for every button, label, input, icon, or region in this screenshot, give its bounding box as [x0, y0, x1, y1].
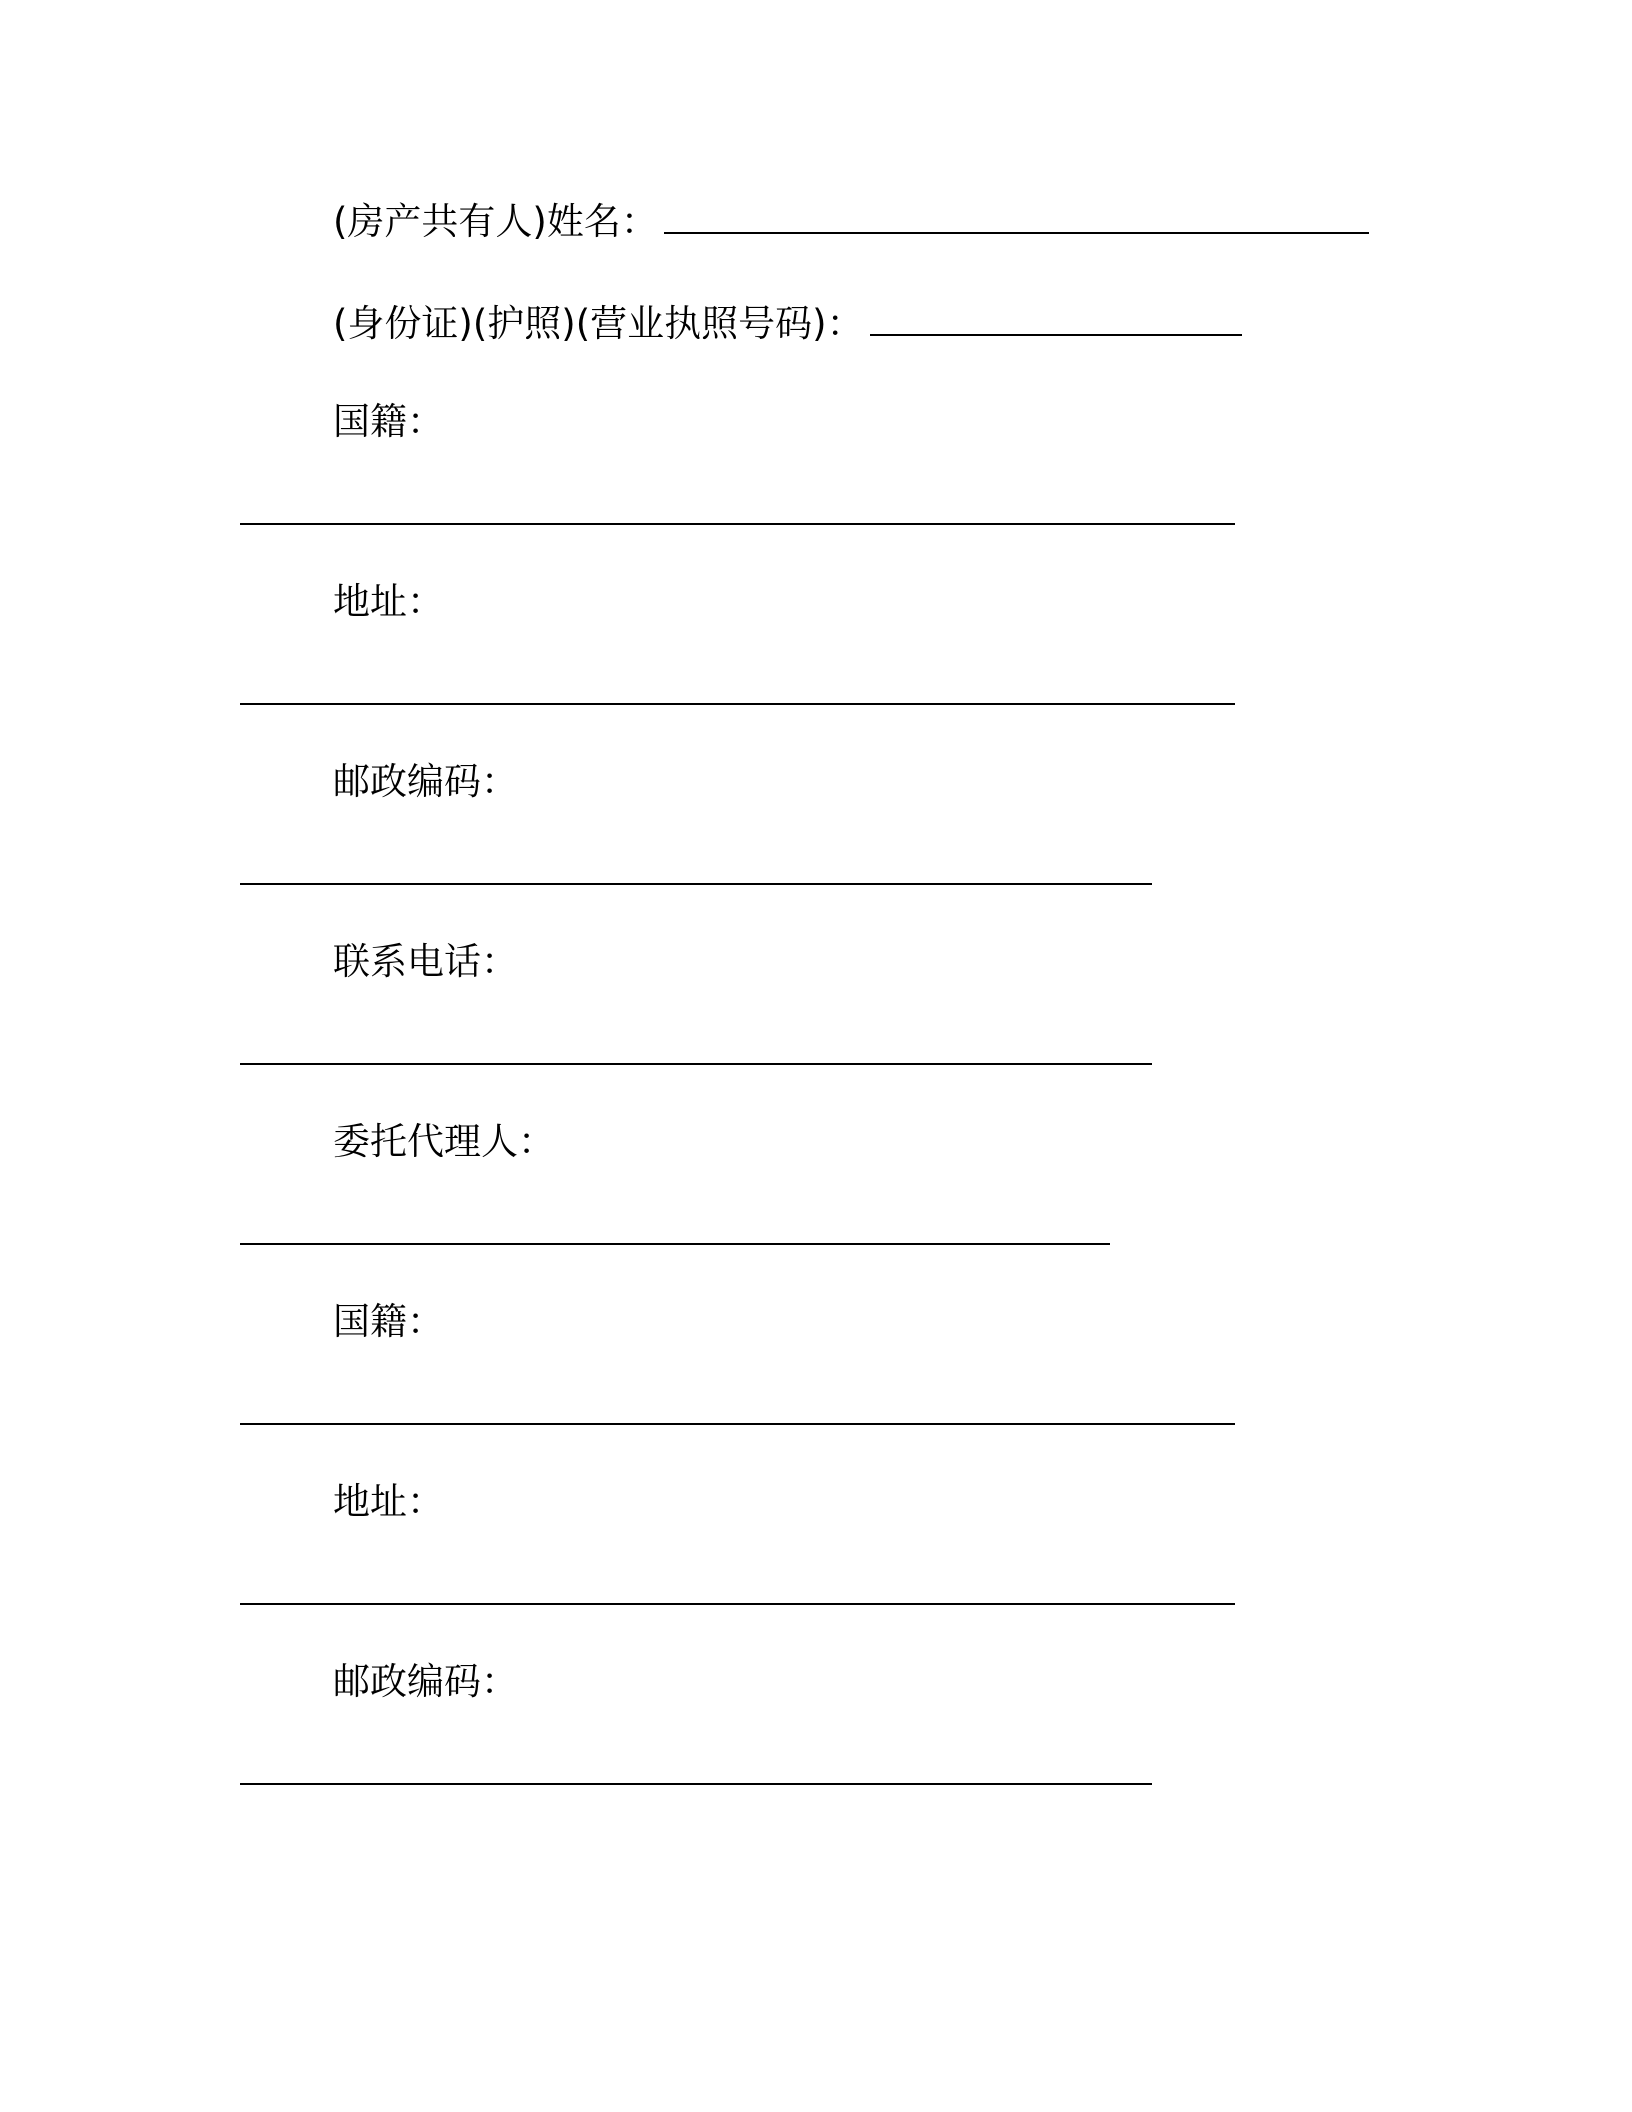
co-owner-name-row [333, 200, 1369, 244]
id-number-row [333, 302, 1242, 346]
address-blank-2[interactable] [240, 1603, 1235, 1605]
agent-label: 委托代理人： [333, 1120, 555, 1163]
postcode-label-1: 邮政编码： [333, 760, 518, 803]
id-number-blank[interactable] [870, 304, 1242, 336]
postcode-label-2: 邮政编码： [333, 1660, 518, 1703]
co-owner-name-label: (房产共有人)姓名： [333, 200, 658, 243]
address-label-2: 地址： [333, 1480, 444, 1523]
postcode-blank-1[interactable] [240, 883, 1152, 885]
nationality-label-1: 国籍： [333, 400, 444, 443]
agent-blank[interactable] [240, 1243, 1110, 1245]
nationality-blank-1[interactable] [240, 523, 1235, 525]
address-blank-1[interactable] [240, 703, 1235, 705]
address-label-1: 地址： [333, 580, 444, 623]
nationality-blank-2[interactable] [240, 1423, 1235, 1425]
phone-label: 联系电话： [333, 940, 518, 983]
nationality-label-2: 国籍： [333, 1300, 444, 1343]
phone-blank[interactable] [240, 1063, 1152, 1065]
id-number-label: (身份证)(护照)(营业执照号码)： [333, 302, 864, 345]
co-owner-name-blank[interactable] [664, 202, 1369, 234]
postcode-blank-2[interactable] [240, 1783, 1152, 1785]
